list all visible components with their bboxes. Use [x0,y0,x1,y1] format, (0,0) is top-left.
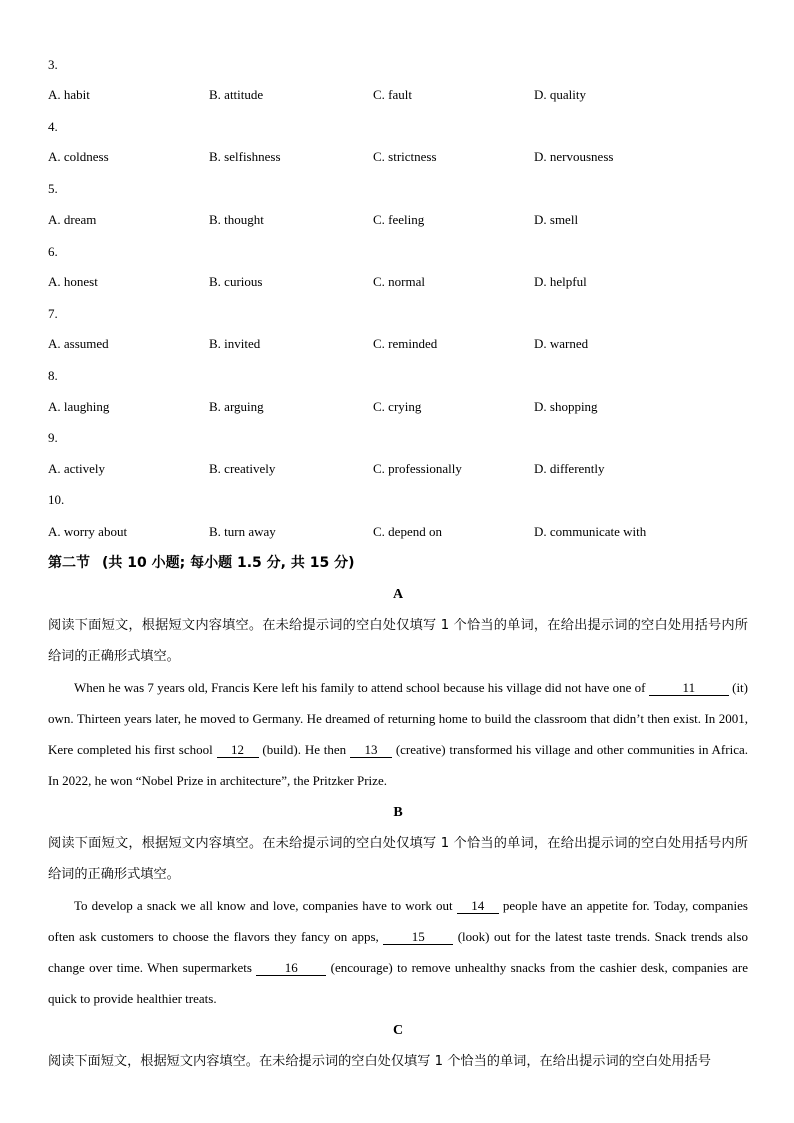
option-b: B. thought [209,212,264,227]
option-b: B. curious [209,274,263,289]
option-c: C. feeling [373,212,425,227]
option-row [48,211,748,229]
option-d: D. nervousness [534,149,614,164]
passage-letter: A [392,587,404,602]
option-c: C. depend on [373,524,442,539]
option-a: A. laughing [48,399,110,414]
passage-instruction: 阅读下面短文，根据短文内容填空。在未给提示词的空白处仅填写 1 个恰当的单词，在给出提示词的空白处用括号 [48,1054,711,1069]
option-c: C. professionally [373,461,462,476]
passage-text: To develop a snack we all know and love, companies have to work out 14 people have an appetite for. Today, companies often ask customers to choose the flavors they fancy on apps, 15 (look) out for the latest taste trends. Snack trends also change over time. When supermarkets 16 (encourage) to remove unhealthy snacks from the cashier desk, companies are quick to provide healthier treats. [48,898,748,1006]
option-b: B. selfishness [209,149,281,164]
option-a: A. dream [48,212,97,227]
option-d: D. smell [534,212,579,227]
option-b: B. turn away [209,524,276,539]
question-number: 10. [48,492,65,507]
option-d: D. differently [534,461,605,476]
passage-instruction: 阅读下面短文，根据短文内容填空。在未给提示词的空白处仅填写 1 个恰当的单词，在给出提示词的空白处用括号内所给词的正确形式填空。 [48,836,748,882]
option-d: D. helpful [534,274,587,289]
option-c: C. fault [373,87,412,102]
passage-instruction: 阅读下面短文，根据短文内容填空。在未给提示词的空白处仅填写 1 个恰当的单词，在给出提示词的空白处用括号内所给词的正确形式填空。 [48,618,748,664]
option-b: B. arguing [209,399,264,414]
option-row [48,335,748,353]
option-d: D. quality [534,87,586,102]
option-c: C. reminded [373,336,438,351]
question-number: 9. [48,430,58,445]
option-row [48,523,748,541]
option-a: A. worry about [48,524,128,539]
option-row [48,460,748,478]
option-row [48,273,748,291]
question-number: 8. [48,368,58,383]
option-row [48,398,748,416]
passage-text: When he was 7 years old, Francis Kere left his family to attend school because his village did not have one of 11 (it) own. Thirteen years later, he moved to Germany. He dreamed of returning home to build the classroom that didn’t then exist. In 2001, Kere completed his first school 12 (build). He then 13 (creative) transformed his village and other communities in Africa. In 2022, he won “Nobel Prize in architecture”, the Pritzker Prize. [48,680,748,788]
option-a: A. habit [48,87,90,102]
option-d: D. communicate with [534,524,647,539]
section-heading [48,553,354,573]
section-title: 第二节 [48,555,90,571]
blank-11[interactable]: 11 [649,681,729,696]
option-a: A. honest [48,274,98,289]
question-number: 4. [48,119,58,134]
question-number: 6. [48,244,58,259]
option-d: D. warned [534,336,589,351]
blank-16[interactable]: 16 [256,961,326,976]
question-number: 3. [48,57,58,72]
option-a: A. actively [48,461,106,476]
option-c: C. strictness [373,149,437,164]
blank-14[interactable]: 14 [457,899,499,914]
passage-letter: C [392,1023,404,1038]
option-c: C. crying [373,399,422,414]
question-number: 7. [48,306,58,321]
option-a: A. coldness [48,149,109,164]
option-b: B. creatively [209,461,276,476]
question-number: 5. [48,181,58,196]
option-d: D. shopping [534,399,598,414]
section-subtitle: (共 10 小题; 每小题 1.5 分, 共 15 分) [102,555,355,571]
option-c: C. normal [373,274,425,289]
option-a: A. assumed [48,336,109,351]
option-row [48,86,748,104]
option-b: B. invited [209,336,261,351]
blank-15[interactable]: 15 [383,930,453,945]
option-row [48,148,748,166]
blank-12[interactable]: 12 [217,743,259,758]
passage-letter: B [393,805,403,820]
blank-13[interactable]: 13 [350,743,392,758]
option-b: B. attitude [209,87,264,102]
